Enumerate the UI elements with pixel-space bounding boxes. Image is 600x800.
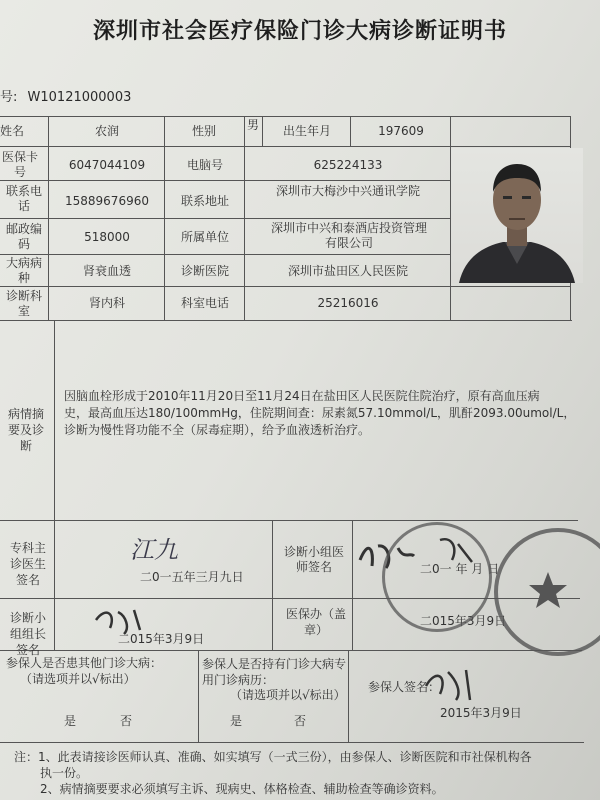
employer-value: 深圳市中兴和泰酒店投资管理有限公司 [270,221,427,250]
gender-label: 性别 [191,124,216,138]
group-doctor-label: 诊断小组医师签名 [284,545,345,574]
q1-yes-option[interactable]: 是 [63,714,76,728]
hospital-value: 深圳市盐田区人民医院 [287,264,408,278]
special-record-note: （请选项并以√标出） [230,688,346,702]
disease-value: 肾衰血透 [82,264,131,278]
card-label: 医保卡号 [1,150,38,179]
q2-yes-option[interactable]: 是 [229,714,242,728]
dob-value: 197609 [378,124,424,138]
seal-star-icon [528,570,568,610]
document-title: 深圳市社会医疗保险门诊大病诊断证明书 [92,18,507,44]
gender-value: 男 [246,118,259,132]
computer-value: 625224133 [313,158,383,172]
computer-label: 电脑号 [186,158,223,172]
group-leader-date: 二015年3月9日 [118,632,205,646]
serial-label: 号: [0,90,18,105]
address-label: 联系地址 [180,194,229,208]
dept-phone-label: 科室电话 [180,296,229,310]
note-line-1: 注：1、此表请接诊医师认真、准确、如实填写（一式三份），由参保人、诊断医院和市社保机构各 [14,750,532,764]
insured-sign-date: 2015年3月9日 [440,706,522,720]
postal-label: 邮政编码 [5,222,42,251]
other-disease-note: （请选项并以√标出） [20,672,136,686]
dob-label: 出生年月 [282,124,331,138]
summary-line-1: 因脑血栓形成于2010年11月20日至11月24日在盐田区人民医院住院治疗，原有高血压病 [64,389,540,403]
hospital-label: 诊断医院 [180,264,229,278]
dept-phone-value: 25216016 [317,296,379,310]
note-line-2: 2、病情摘要要求必须填写主诉、现病史、体格检查、辅助检查等确诊资料。 [40,782,444,796]
phone-value: 15889676960 [65,194,149,208]
employer-label: 所属单位 [180,230,229,244]
special-record-question: 参保人是否持有门诊大病专用门诊病历： [202,657,347,687]
serial-number: W10121000003 [27,90,132,105]
disease-label: 大病病种 [5,256,42,285]
other-disease-question: 参保人是否患其他门诊大病： [6,656,163,670]
postal-value: 518000 [84,230,130,244]
summary-label: 病情摘要及诊断 [7,407,44,453]
address-value: 深圳市大梅沙中兴通讯学院 [275,184,420,198]
group-doctor-date: 二0一 年 月 日 [420,562,500,576]
dept-label: 诊断科室 [5,289,42,318]
summary-line-3: 诊断为慢性肾功能不全（尿毒症期），给予血液透析治疗。 [64,423,371,437]
dept-value: 肾内科 [88,296,125,310]
name-value: 农润 [94,124,119,138]
insured-sign-label: 参保人签名： [368,680,441,694]
attending-doctor-date: 二0一五年三月九日 [140,570,244,584]
q2-no-option[interactable]: 否 [293,714,306,728]
note-line-1b: 执一份。 [40,766,89,780]
hospital-seal-stamp [382,522,492,632]
attending-doctor-label: 专科主诊医生签名 [9,541,46,587]
phone-label: 联系电话 [5,184,42,213]
group-leader-label: 诊断小组组长签名 [9,611,46,657]
attending-doctor-signature: 江九 [130,536,178,564]
card-value: 6047044109 [68,158,146,172]
summary-line-2: 史，最高血压达180/100mmHg，住院期间查：尿素氮57.10mmol/L，肌酐2093.00umol/L， [64,406,576,420]
insurance-office-date: 二015年3月9日 [420,614,507,628]
q1-no-option[interactable]: 否 [119,714,132,728]
insurance-office-label: 医保办（盖章） [286,607,347,637]
name-label: 姓名 [0,124,25,138]
